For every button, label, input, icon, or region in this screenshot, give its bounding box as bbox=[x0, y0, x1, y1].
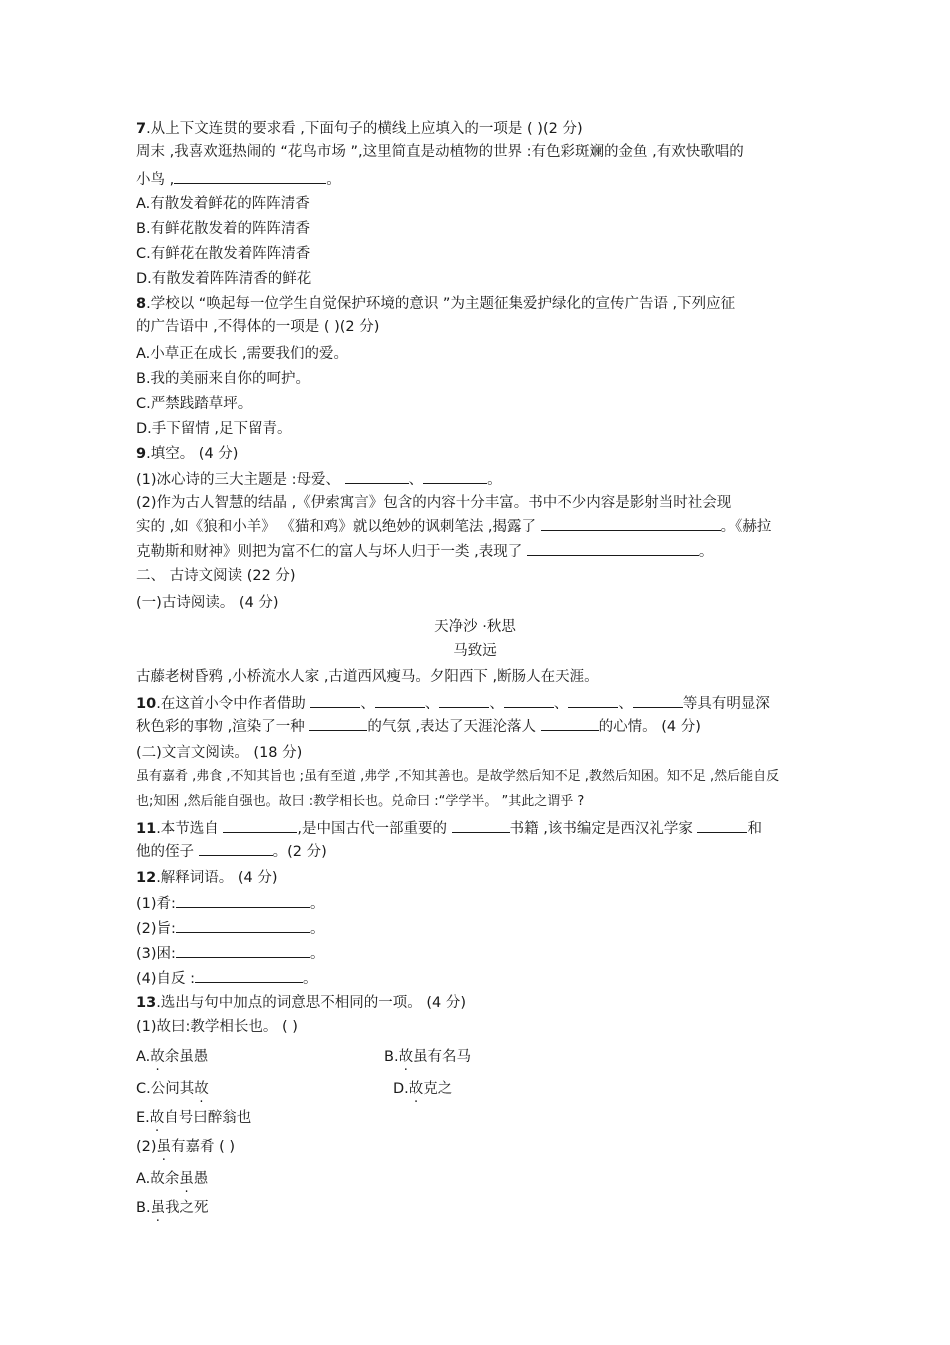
poem-title: 天净沙 ·秋思 bbox=[434, 619, 516, 635]
q11-number: 11 bbox=[136, 821, 157, 837]
q9-blank-2[interactable] bbox=[423, 470, 487, 484]
wenyan-text-line2: 也;知困 ,然后能自强也。故曰 :教学相长也。兑命曰 :“学学半。 ”其此之谓乎 ? bbox=[136, 794, 585, 809]
q13-part2-stem bbox=[136, 1138, 235, 1156]
q12-item-4-label: (4)自反 : bbox=[136, 971, 196, 987]
q9-part1-sep: 、 bbox=[408, 472, 424, 488]
q12-item-2-label: (2)旨: bbox=[136, 921, 176, 937]
q9-stem-text: .填空。 (4 分) bbox=[146, 446, 239, 462]
poem-author: 马致远 bbox=[453, 643, 497, 659]
q10-sep-3: 、 bbox=[489, 696, 504, 712]
q10-blank-4[interactable] bbox=[504, 694, 554, 708]
q7-stem bbox=[136, 120, 583, 138]
q9-blank-3[interactable] bbox=[541, 517, 721, 531]
q7-sentence-line1: 周末 ,我喜欢逛热闹的 “花鸟市场 ”,这里简直是动植物的世界 :有色彩斑斓的金鱼 ,有欢快歌唱的 bbox=[136, 144, 744, 160]
q8-stem-text: .学校以 “唤起每一位学生自觉保护环境的意识 ”为主题征集爱护绿化的宣传广告语 ,下列应征 bbox=[146, 296, 736, 312]
q7-option-d[interactable]: D.有散发着阵阵清香的鲜花 bbox=[136, 271, 312, 287]
q11-line1-end: 和 bbox=[747, 821, 762, 837]
q7-sentence-end: 。 bbox=[326, 172, 341, 188]
q12-stem-text: .解释词语。 (4 分) bbox=[156, 870, 278, 886]
q9-blank-1[interactable] bbox=[345, 470, 409, 484]
q13-p1-b-dotted-word: 故 bbox=[398, 1049, 414, 1065]
q11-line2 bbox=[136, 842, 327, 861]
q10-blank-1[interactable] bbox=[310, 694, 360, 708]
q13-part2-option-a[interactable] bbox=[136, 1170, 208, 1188]
q12-item-1-label: (1)肴: bbox=[136, 896, 176, 912]
q9-part2-line1: (2)作为古人智慧的结晶 ,《伊索寓言》包含的内容十分丰富。书中不少内容是影射当时社会现 bbox=[136, 495, 732, 511]
q13-p1-b-rest: 虽有名马 bbox=[413, 1049, 472, 1065]
q13-p1-e-dotted-word: 故 bbox=[149, 1110, 165, 1126]
q13-p1-b-prefix: B. bbox=[384, 1049, 399, 1065]
q11-line1-mid1: ,是中国古代一部重要的 bbox=[297, 821, 448, 837]
q9-part2-line2 bbox=[136, 517, 771, 536]
q13-stem bbox=[136, 994, 466, 1012]
q9-part2-line2-end: 。《赫拉 bbox=[720, 519, 772, 535]
q13-p2-a-dotted-word: 虽 bbox=[179, 1171, 194, 1187]
q11-blank-2[interactable] bbox=[452, 819, 510, 833]
q9-part2-line3-text: 克勒斯和财神》则把为富不仁的富人与坏人归于一类 ,表现了 bbox=[136, 544, 523, 560]
q12-item-2-end: 。 bbox=[309, 921, 325, 937]
q13-p2-rest: 有嘉肴 ( ) bbox=[171, 1139, 236, 1155]
q12-item-1-end: 。 bbox=[309, 896, 325, 912]
wenyan-text-line1: 虽有嘉肴 ,弗食 ,不知其旨也 ;虽有至道 ,弗学 ,不知其善也。是故学然后知不足 ,教然后知困。知不足 ,然后能自反 bbox=[136, 769, 780, 784]
q7-option-b[interactable]: B.有鲜花散发着的阵阵清香 bbox=[136, 221, 311, 237]
q13-p1-d-dotted-word: 故 bbox=[408, 1081, 424, 1097]
q9-part2-line3-end: 。 bbox=[698, 544, 714, 560]
q13-p1-a-prefix: A. bbox=[136, 1049, 151, 1065]
q13-p1-d-rest: 克之 bbox=[423, 1081, 453, 1097]
q10-line2 bbox=[136, 717, 701, 736]
q9-stem bbox=[136, 445, 238, 463]
q13-p1-c-prefix: C.公问其 bbox=[136, 1081, 195, 1097]
q8-option-d[interactable]: D.手下留情 ,足下留青。 bbox=[136, 421, 292, 437]
subsection-wenyan-heading: (二)文言文阅读。 (18 分) bbox=[136, 745, 303, 761]
q13-p1-e-rest: 自号曰醉翁也 bbox=[164, 1110, 252, 1126]
q13-part1-option-b[interactable] bbox=[384, 1048, 471, 1066]
q7-sentence-start: 小鸟 , bbox=[136, 172, 175, 188]
q10-line2-mid: 的气氛 ,表达了天涯沦落人 bbox=[367, 719, 537, 735]
q9-part1 bbox=[136, 470, 502, 489]
q8-option-a[interactable]: A.小草正在成长 ,需要我们的爱。 bbox=[136, 346, 348, 362]
q10-blank-2[interactable] bbox=[375, 694, 425, 708]
q12-blank-1[interactable] bbox=[176, 894, 310, 908]
q7-number: 7 bbox=[136, 121, 147, 137]
q11-line2-end: 。(2 分) bbox=[272, 844, 327, 860]
q12-item-4 bbox=[136, 969, 318, 988]
q8-option-c[interactable]: C.严禁践踏草坪。 bbox=[136, 396, 253, 412]
q13-p2-prefix: (2) bbox=[136, 1139, 157, 1155]
q10-sep-4: 、 bbox=[553, 696, 569, 712]
q11-blank-3[interactable] bbox=[697, 819, 747, 833]
q10-line1-text: .在这首小令中作者借助 bbox=[156, 696, 306, 712]
q12-number: 12 bbox=[136, 870, 157, 886]
q8-stem-line2: 的广告语中 ,不得体的一项是 ( )(2 分) bbox=[136, 319, 380, 335]
q13-p2-b-dotted-word: 虽 bbox=[150, 1200, 166, 1216]
q10-blank-8[interactable] bbox=[541, 717, 599, 731]
q11-line1 bbox=[136, 819, 762, 838]
q13-part1-option-c[interactable] bbox=[136, 1080, 209, 1098]
q7-answer-blank[interactable] bbox=[174, 170, 326, 184]
q10-number: 10 bbox=[136, 696, 157, 712]
q13-p2-a-rest: 愚 bbox=[193, 1171, 209, 1187]
q12-blank-2[interactable] bbox=[176, 919, 310, 933]
q12-blank-4[interactable] bbox=[195, 969, 303, 983]
q13-part1-stem: (1)故曰:教学相长也。 ( ) bbox=[136, 1019, 298, 1035]
q13-part1-option-e[interactable] bbox=[136, 1109, 251, 1127]
q11-line2-text: 他的侄子 bbox=[136, 844, 194, 860]
q10-blank-6[interactable] bbox=[633, 694, 683, 708]
q11-blank-1[interactable] bbox=[223, 819, 297, 833]
q13-stem-text: .选出与句中加点的词意思不相同的一项。 (4 分) bbox=[156, 995, 467, 1011]
q8-stem-line1 bbox=[136, 295, 735, 313]
q12-item-3-end: 。 bbox=[309, 946, 325, 962]
q12-item-4-end: 。 bbox=[303, 971, 318, 987]
q10-line1 bbox=[136, 694, 770, 713]
q12-blank-3[interactable] bbox=[176, 944, 310, 958]
q12-item-2 bbox=[136, 919, 324, 938]
q10-blank-5[interactable] bbox=[568, 694, 618, 708]
q13-part1-option-d[interactable] bbox=[393, 1080, 452, 1098]
q12-item-1 bbox=[136, 894, 324, 913]
q9-part2-line3 bbox=[136, 542, 713, 561]
q13-part1-option-a[interactable] bbox=[136, 1048, 208, 1066]
q13-p2-a-prefix: A.故余 bbox=[136, 1171, 180, 1187]
q13-number: 13 bbox=[136, 995, 157, 1011]
q9-blank-4[interactable] bbox=[527, 542, 699, 556]
q10-sep-2: 、 bbox=[424, 696, 440, 712]
q13-p2-b-prefix: B. bbox=[136, 1200, 151, 1216]
q10-sep-1: 、 bbox=[360, 696, 375, 712]
q9-part1-text: (1)冰心诗的三大主题是 :母爱、 bbox=[136, 472, 341, 488]
q11-line1-text: .本节选自 bbox=[156, 821, 219, 837]
q9-part1-end: 。 bbox=[487, 472, 502, 488]
subsection-poem-heading: (一)古诗阅读。 (4 分) bbox=[136, 595, 279, 611]
q13-p1-c-dotted-word: 故 bbox=[194, 1081, 209, 1097]
q13-p1-a-dotted-word: 故 bbox=[150, 1049, 165, 1065]
q7-stem-text: .从上下文连贯的要求看 ,下面句子的横线上应填入的一项是 ( )(2 分) bbox=[146, 121, 583, 137]
q13-p2-b-rest: 我之死 bbox=[165, 1200, 209, 1216]
section-2-heading: 二、 古诗文阅读 (22 分) bbox=[136, 568, 296, 584]
q13-p1-a-rest: 余虽愚 bbox=[164, 1049, 209, 1065]
q10-blank-7[interactable] bbox=[309, 717, 367, 731]
q7-option-a[interactable]: A.有散发着鲜花的阵阵清香 bbox=[136, 196, 310, 212]
q13-part2-option-b[interactable] bbox=[136, 1199, 209, 1217]
q13-p2-dotted-word: 虽 bbox=[156, 1139, 172, 1155]
q9-number: 9 bbox=[136, 446, 147, 462]
q9-part2-line2-text: 实的 ,如《狼和小羊》 《猫和鸡》就以绝妙的讽刺笔法 ,揭露了 bbox=[136, 519, 537, 535]
q10-blank-3[interactable] bbox=[439, 694, 489, 708]
q11-blank-4[interactable] bbox=[199, 842, 273, 856]
q13-p1-d-prefix: D. bbox=[393, 1081, 409, 1097]
q11-line1-mid2: 书籍 ,该书编定是西汉礼学家 bbox=[509, 821, 693, 837]
q10-line2-end: 的心情。 (4 分) bbox=[598, 719, 701, 735]
poem-text: 古藤老树昏鸦 ,小桥流水人家 ,古道西风瘦马。夕阳西下 ,断肠人在天涯。 bbox=[136, 669, 599, 685]
q10-line2-text: 秋色彩的事物 ,渲染了一种 bbox=[136, 719, 305, 735]
q12-item-3 bbox=[136, 944, 324, 963]
q7-option-c[interactable]: C.有鲜花在散发着阵阵清香 bbox=[136, 246, 311, 262]
q8-number: 8 bbox=[136, 296, 147, 312]
q8-option-b[interactable]: B.我的美丽来自你的呵护。 bbox=[136, 371, 311, 387]
q10-line1-end: 等具有明显深 bbox=[682, 696, 770, 712]
q7-sentence-line2 bbox=[136, 170, 341, 189]
q12-stem bbox=[136, 869, 278, 887]
q13-p1-e-prefix: E. bbox=[136, 1110, 150, 1126]
q10-sep-5: 、 bbox=[618, 696, 633, 712]
q12-item-3-label: (3)困: bbox=[136, 946, 176, 962]
